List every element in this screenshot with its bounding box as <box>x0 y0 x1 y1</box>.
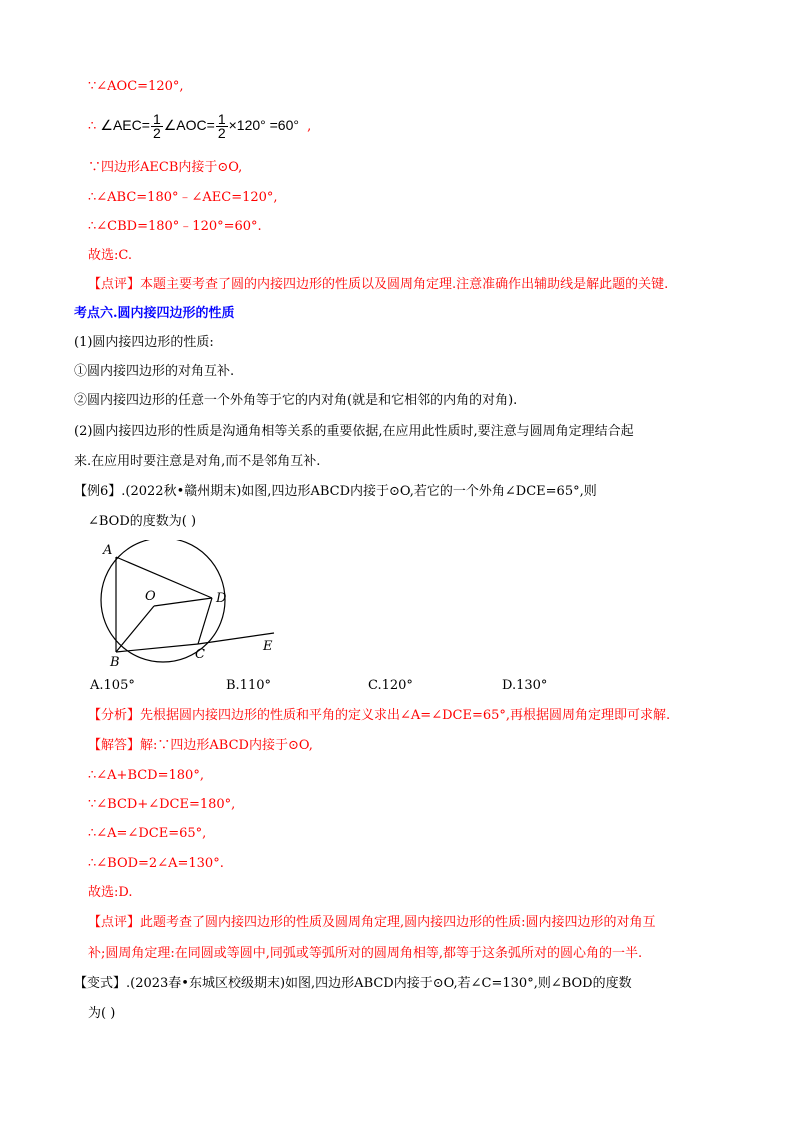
comment-block-1 <box>88 275 668 295</box>
example-question-line-2: ∠BOD的度数为( ) <box>88 514 197 529</box>
comment-tag: 【点评】 <box>88 277 141 292</box>
formula-part-b: ∠AOC= <box>163 117 215 133</box>
circle-quadrilateral-figure <box>88 540 288 670</box>
formula-part-c: ×120° =60° <box>228 117 299 133</box>
analysis-line <box>88 706 670 726</box>
variant-question-line-2: 为( ) <box>88 1006 116 1021</box>
answer-line-6: 故选:D. <box>88 885 133 900</box>
label-e: E <box>263 639 273 654</box>
option-c[interactable]: C.120° <box>368 678 413 693</box>
example-comment-text-1: 此题考查了圆内接四边形的性质及圆周角定理,圆内接四边形的性质:圆内接四边形的对角互 <box>140 915 656 930</box>
segment-ob <box>116 606 154 652</box>
example-comment-line-1 <box>88 913 656 933</box>
option-d[interactable]: D.130° <box>502 678 548 693</box>
example-comment-tag: 【点评】 <box>88 915 141 930</box>
variant-tag: 【变式】 <box>74 976 127 991</box>
label-b: B <box>110 655 120 670</box>
solution-line-3: ∵四边形AECB内接于⊙O, <box>88 160 243 175</box>
property-intro: (1)圆内接四边形的性质: <box>74 335 214 350</box>
answer-options <box>90 676 547 696</box>
example-comment-line-2: 补;圆周角定理:在同圆或等圆中,同弧或等弧所对的圆周角相等,都等于这条弧所对的圆心角的一半. <box>88 946 643 961</box>
analysis-tag: 【分析】 <box>88 708 141 723</box>
segment-ad <box>116 557 212 598</box>
segment-od <box>154 598 212 606</box>
segment-bc <box>116 644 198 652</box>
property-1: ①圆内接四边形的对角互补. <box>74 364 235 379</box>
option-a[interactable]: A.105° <box>90 678 135 693</box>
therefore-symbol: ∴ <box>88 119 97 134</box>
answer-line-1 <box>88 736 313 756</box>
example-tag: 【例6】 <box>74 484 122 499</box>
solution-line-5: ∴∠CBD=180°﹣120°=60°. <box>88 219 262 234</box>
answer-line-4: ∴∠A=∠DCE=65°, <box>88 826 207 841</box>
answer-text-1: 解:∵四边形ABCD内接于⊙O, <box>140 738 313 753</box>
property-2: ②圆内接四边形的任意一个外角等于它的内对角(就是和它相邻的内角的对角). <box>74 393 518 408</box>
solution-line-6: 故选:C. <box>88 248 132 263</box>
variant-question-line-1 <box>74 974 632 994</box>
answer-line-5: ∴∠BOD=2∠A=130°. <box>88 856 224 871</box>
fraction-half-2: $\frac{1}{2}$ <box>217 111 226 141</box>
segment-cd <box>198 598 212 644</box>
formula-part-a: ∠AEC= <box>100 117 150 133</box>
option-b[interactable]: B.110° <box>226 678 271 693</box>
section-title: 考点六.圆内接四边形的性质 <box>74 306 235 321</box>
solution-line-1: ∵∠AOC=120°, <box>88 79 184 94</box>
answer-line-3: ∵∠BCD+∠DCE=180°, <box>88 797 236 812</box>
label-c: C <box>195 647 205 662</box>
fraction-half-1: $\frac{1}{2}$ <box>152 111 161 141</box>
example-question-line-1 <box>74 482 597 502</box>
label-o: O <box>145 589 156 604</box>
example-question-text: .(2022秋•赣州期末)如图,四边形ABCD内接于⊙O,若它的一个外角∠DCE=65°,则 <box>121 484 597 499</box>
variant-question-text: .(2023春•东城区校级期末)如图,四边形ABCD内接于⊙O,若∠C=130°,则∠BOD的度数 <box>126 976 632 991</box>
solution-line-4: ∴∠ABC=180°﹣∠AEC=120°, <box>88 190 278 205</box>
property-note-line-1: (2)圆内接四边形的性质是沟通角相等关系的重要依据,在应用此性质时,要注意与圆周角定理结合起 <box>74 424 634 439</box>
label-a: A <box>103 543 113 558</box>
analysis-text: 先根据圆内接四边形的性质和平角的定义求出∠A=∠DCE=65°,再根据圆周角定理即可求解. <box>140 708 671 723</box>
formula-comma: , <box>307 119 312 134</box>
solution-line-2 <box>88 110 311 142</box>
property-note-line-2: 来.在应用时要注意是对角,而不是邻角互补. <box>74 454 321 469</box>
answer-tag: 【解答】 <box>88 738 141 753</box>
label-d: D <box>216 591 227 606</box>
comment-text: 本题主要考查了圆的内接四边形的性质以及圆周角定理.注意准确作出辅助线是解此题的关键. <box>140 277 669 292</box>
answer-line-2: ∴∠A+BCD=180°, <box>88 768 204 783</box>
